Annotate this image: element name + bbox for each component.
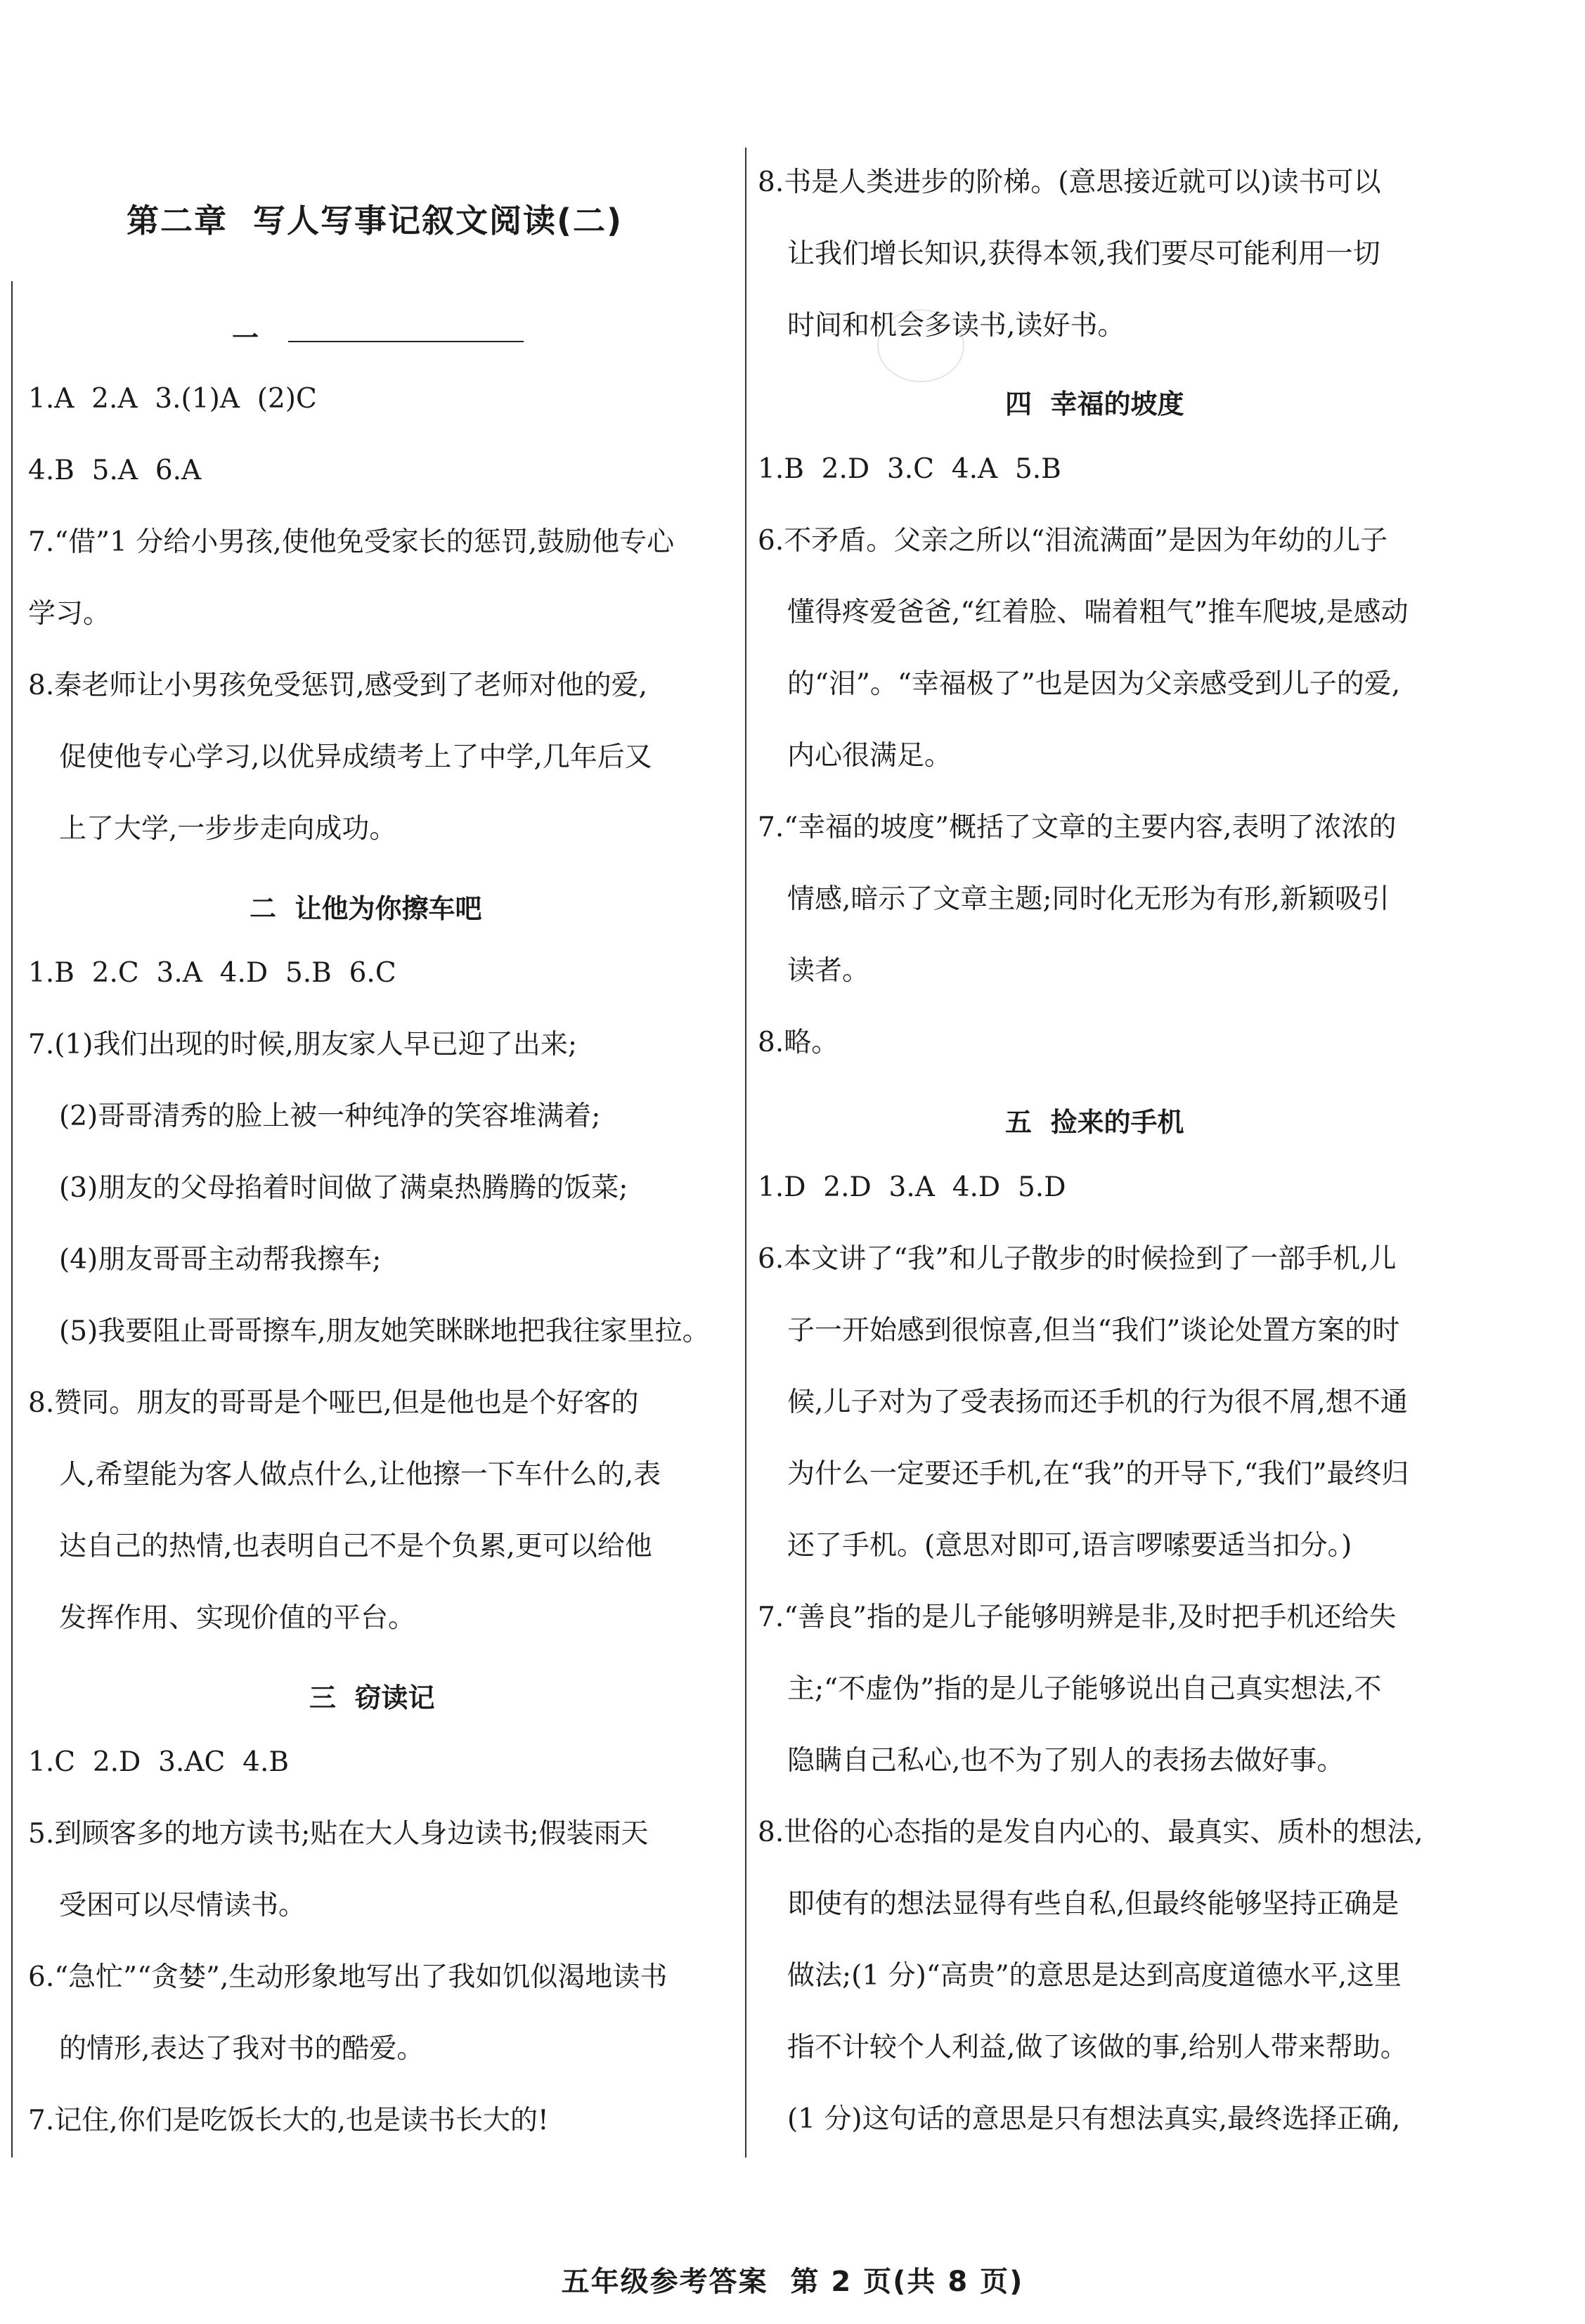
answer-line: 即使有的想法显得有些自私,但最终能够坚持正确是 [787, 1888, 1399, 1920]
answer-line: (3)朋友的父母掐着时间做了满桌热腾腾的饭菜; [59, 1172, 628, 1204]
section-5-heading: 五 捡来的手机 [1005, 1107, 1184, 1138]
answer-line: 1.A 2.A 3.(1)A (2)C [28, 383, 317, 415]
answer-line: 促使他专心学习,以优异成绩考上了中学,几年后又 [59, 741, 652, 773]
section-1-heading: 一 [232, 323, 259, 353]
answer-line: 6.“急忙”“贪婪”,生动形象地写出了我如饥似渴地读书 [28, 1961, 668, 1993]
chapter-title: 第二章 写人写事记叙文阅读(二) [127, 202, 623, 240]
answer-line: 子一开始感到很惊喜,但当“我们”谈论处置方案的时 [787, 1315, 1400, 1346]
page-footer: 五年级参考答案 第 2 页(共 8 页) [561, 2266, 1024, 2298]
answer-line: 5.到顾客多的地方读书;贴在大人身边读书;假装雨天 [28, 1818, 649, 1850]
answer-line: 发挥作用、实现价值的平台。 [59, 1602, 416, 1634]
answer-line: 上了大学,一步步走向成功。 [59, 813, 397, 845]
answer-line: 8.世俗的心态指的是发自内心的、最真实、质朴的想法, [758, 1817, 1423, 1848]
answer-line: 内心很满足。 [787, 740, 952, 772]
section-3-heading: 三 窃读记 [309, 1682, 435, 1713]
answer-line: 8.书是人类进步的阶梯。(意思接近就可以)读书可以 [758, 167, 1381, 198]
answer-line: 1.B 2.D 3.C 4.A 5.B [758, 453, 1061, 485]
answer-line: 7.“幸福的坡度”概括了文章的主要内容,表明了浓浓的 [758, 812, 1397, 843]
answer-line: 8.略。 [758, 1027, 839, 1058]
answer-line: 指不计较个人利益,做了该做的事,给别人带来帮助。 [787, 2032, 1408, 2063]
answer-line: 还了手机。(意思对即可,语言啰嗦要适当扣分。) [787, 1530, 1352, 1562]
answer-line: 受困可以尽情读书。 [59, 1890, 306, 1921]
answer-line: 达自己的热情,也表明自己不是个负累,更可以给他 [59, 1531, 652, 1562]
section-1-title-blank [288, 341, 524, 342]
section-2-heading: 二 让他为你擦车吧 [250, 893, 482, 924]
answer-line: 7.“善良”指的是儿子能够明辨是非,及时把手机还给失 [758, 1602, 1397, 1633]
answer-line: 6.本文讲了“我”和儿子散步的时候捡到了一部手机,儿 [758, 1243, 1397, 1275]
answer-line: 时间和机会多读书,读好书。 [787, 310, 1125, 342]
answer-line: 读者。 [787, 955, 870, 987]
answer-line: 让我们增长知识,获得本领,我们要尽可能利用一切 [787, 238, 1380, 270]
answer-line: 1.D 2.D 3.A 4.D 5.D [758, 1171, 1066, 1203]
answer-line: 7.记住,你们是吃饭长大的,也是读书长大的! [28, 2105, 549, 2136]
answer-line: 做法;(1 分)“高贵”的意思是达到高度道德水平,这里 [787, 1960, 1402, 1992]
answer-line: 7.(1)我们出现的时候,朋友家人早已迎了出来; [28, 1029, 577, 1060]
answer-line: (1 分)这句话的意思是只有想法真实,最终选择正确, [787, 2103, 1401, 2135]
answer-line: 4.B 5.A 6.A [28, 455, 202, 486]
answer-line: 懂得疼爱爸爸,“红着脸、喘着粗气”推车爬坡,是感动 [787, 597, 1409, 628]
answer-line: 7.“借”1 分给小男孩,使他免受家长的惩罚,鼓励他专心 [28, 526, 675, 558]
answer-line: 为什么一定要还手机,在“我”的开导下,“我们”最终归 [787, 1458, 1409, 1490]
answer-line: 1.B 2.C 3.A 4.D 5.B 6.C [28, 957, 396, 989]
section-4-heading: 四 幸福的坡度 [1005, 389, 1184, 420]
answer-line: 主;“不虚伪”指的是儿子能够说出自己真实想法,不 [787, 1673, 1382, 1705]
answer-line: 的“泪”。“幸福极了”也是因为父亲感受到儿子的爱, [787, 668, 1401, 700]
answer-line: (2)哥哥清秀的脸上被一种纯净的笑容堆满着; [59, 1101, 601, 1132]
answer-line: 隐瞒自己私心,也不为了别人的表扬去做好事。 [787, 1745, 1345, 1777]
answer-line: (5)我要阻止哥哥擦车,朋友她笑眯眯地把我往家里拉。 [59, 1316, 710, 1347]
answer-line: 的情形,表达了我对书的酷爱。 [59, 2033, 425, 2065]
answer-line: 8.赞同。朋友的哥哥是个哑巴,但是他也是个好客的 [28, 1387, 639, 1419]
left-margin-rule [11, 281, 13, 2157]
answer-line: 学习。 [28, 598, 111, 630]
answer-line: 情感,暗示了文章主题;同时化无形为有形,新颖吸引 [787, 883, 1390, 915]
answer-line: 1.C 2.D 3.AC 4.B [28, 1746, 289, 1778]
answer-line: (4)朋友哥哥主动帮我擦车; [59, 1244, 382, 1275]
answer-line: 8.秦老师让小男孩免受惩罚,感受到了老师对他的爱, [28, 670, 648, 701]
column-divider [745, 148, 746, 2157]
answer-line: 候,儿子对为了受表扬而还手机的行为很不屑,想不通 [787, 1387, 1408, 1418]
answer-line: 6.不矛盾。父亲之所以“泪流满面”是因为年幼的儿子 [758, 525, 1388, 557]
answer-line: 人,希望能为客人做点什么,让他擦一下车什么的,表 [59, 1459, 661, 1491]
